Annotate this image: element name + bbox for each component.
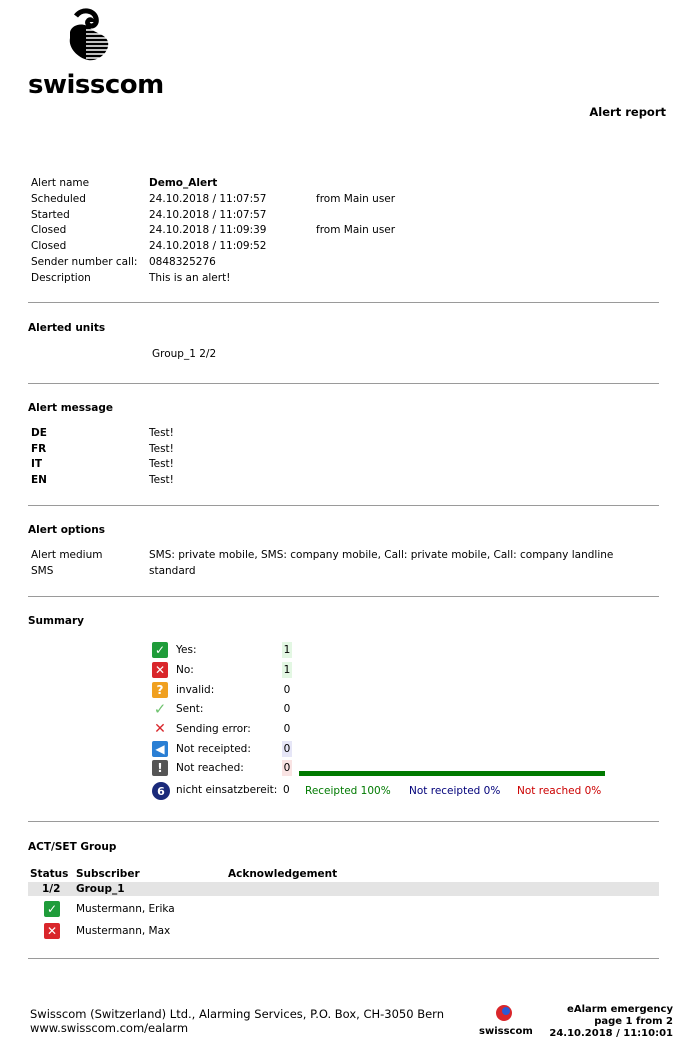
message-text: Test! <box>149 443 174 455</box>
footer-product: eAlarm emergency <box>567 1004 673 1015</box>
summary-count: 0 <box>283 762 291 774</box>
message-lang: IT <box>31 458 43 470</box>
message-text: Test! <box>149 458 174 470</box>
alerted-unit-value: Group_1 2/2 <box>152 348 217 360</box>
footer-brand: swisscom <box>479 1026 533 1037</box>
summary-label: Sending error: <box>176 723 251 735</box>
divider <box>28 958 659 959</box>
info-extra: from Main user <box>316 224 396 236</box>
info-label: Alert name <box>31 177 90 189</box>
arrow-left-icon: ◀ <box>152 741 168 757</box>
divider <box>28 383 659 384</box>
summary-label: Sent: <box>176 703 204 715</box>
info-value: 24.10.2018 / 11:07:57 <box>149 193 267 205</box>
footer-logo <box>479 1002 533 1040</box>
receipted-bar-fill <box>299 771 605 776</box>
cross-icon: ✕ <box>44 923 60 939</box>
summary-label: Not receipted: <box>176 743 251 755</box>
not-receipted-label: Not receipted 0% <box>409 785 501 797</box>
report-title: Alert report <box>589 105 666 119</box>
info-extra: from Main user <box>316 193 396 205</box>
swisscom-lifeform-small-icon <box>495 1002 513 1024</box>
info-label: Sender number call: <box>31 256 138 268</box>
info-value: Demo_Alert <box>149 177 218 189</box>
receipted-label: Receipted 100% <box>305 785 391 797</box>
send-error-icon: ✕ <box>154 721 166 737</box>
summary-label: No: <box>176 664 194 676</box>
sent-check-icon: ✓ <box>153 699 167 718</box>
section-title-alerted-units: Alerted units <box>28 322 106 334</box>
group-status: 1/2 <box>42 883 61 895</box>
summary-label: Not reached: <box>176 762 244 774</box>
info-label: Description <box>31 272 91 284</box>
info-value: 24.10.2018 / 11:09:39 <box>149 224 267 236</box>
col-header-status: Status <box>30 868 69 880</box>
message-lang: EN <box>31 474 47 486</box>
divider <box>28 821 659 822</box>
col-header-subscriber: Subscriber <box>76 868 140 880</box>
swisscom-lifeform-icon <box>62 8 112 68</box>
summary-count: 0 <box>283 703 291 715</box>
info-value: 24.10.2018 / 11:07:57 <box>149 209 267 221</box>
section-title-alert-options: Alert options <box>28 524 105 536</box>
info-value: 0848325276 <box>149 256 216 268</box>
summary-count: 0 <box>283 684 291 696</box>
divider <box>28 596 659 597</box>
swisscom-wordmark: swisscom <box>28 70 164 100</box>
section-title-act-set: ACT/SET Group <box>28 841 117 853</box>
check-icon: ✓ <box>152 642 168 658</box>
summary-label: nicht einsatzbereit: <box>176 784 278 796</box>
summary-count: 1 <box>283 664 291 676</box>
exclamation-icon: ! <box>152 760 168 776</box>
number-six-icon: 6 <box>152 782 170 800</box>
info-value: This is an alert! <box>149 272 231 284</box>
info-label: Scheduled <box>31 193 86 205</box>
summary-label: invalid: <box>176 684 215 696</box>
summary-count: 0 <box>283 743 291 755</box>
not-reached-label: Not reached 0% <box>517 785 602 797</box>
subscriber-name: Mustermann, Max <box>76 925 171 937</box>
divider <box>28 505 659 506</box>
check-icon: ✓ <box>44 901 60 917</box>
group-row <box>28 882 659 896</box>
section-title-alert-message: Alert message <box>28 402 113 414</box>
col-header-acknowledgement: Acknowledgement <box>228 868 338 880</box>
cross-icon: ✕ <box>152 662 168 678</box>
message-lang: DE <box>31 427 47 439</box>
subscriber-name: Mustermann, Erika <box>76 903 175 915</box>
message-text: Test! <box>149 474 174 486</box>
option-label: SMS <box>31 565 54 577</box>
question-icon: ? <box>152 682 168 698</box>
info-label: Started <box>31 209 70 221</box>
footer-url[interactable]: www.swisscom.com/ealarm <box>30 1021 189 1035</box>
option-label: Alert medium <box>31 549 103 561</box>
receipt-progress-bar <box>299 771 605 776</box>
info-label: Closed <box>31 224 67 236</box>
footer-datetime: 24.10.2018 / 11:10:01 <box>549 1028 673 1039</box>
footer-page: page 1 from 2 <box>594 1016 673 1027</box>
message-lang: FR <box>31 443 47 455</box>
divider <box>28 302 659 303</box>
footer-company-line: Swisscom (Switzerland) Ltd., Alarming Services, P.O. Box, CH-3050 Bern <box>30 1007 444 1021</box>
section-title-summary: Summary <box>28 615 85 627</box>
option-value: SMS: private mobile, SMS: company mobile, Call: private mobile, Call: company landline <box>149 549 614 561</box>
summary-count: 0 <box>283 723 291 735</box>
summary-label: Yes: <box>176 644 197 656</box>
summary-count: 1 <box>283 644 291 656</box>
info-value: 24.10.2018 / 11:09:52 <box>149 240 267 252</box>
message-text: Test! <box>149 427 174 439</box>
info-label: Closed <box>31 240 67 252</box>
summary-count: 0 <box>283 784 290 796</box>
group-name: Group_1 <box>76 883 125 895</box>
option-value: standard <box>149 565 196 577</box>
swisscom-logo <box>28 8 164 100</box>
